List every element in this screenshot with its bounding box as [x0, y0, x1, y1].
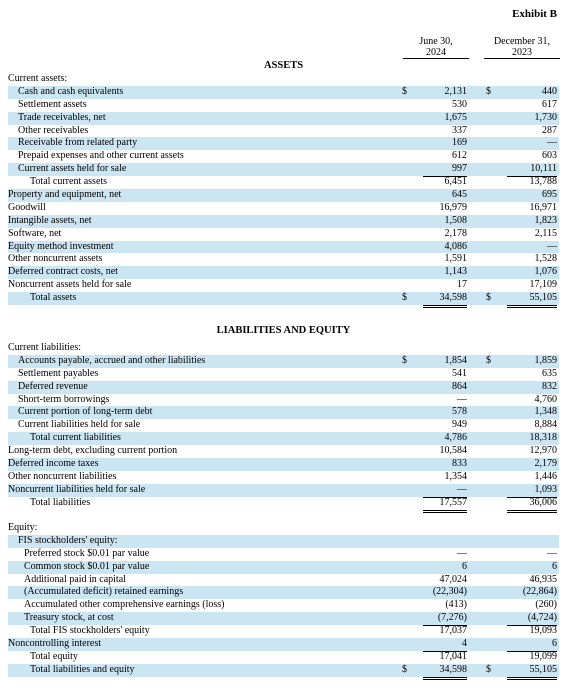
row-label: Common stock $0.01 par value — [24, 560, 150, 572]
table-row — [8, 664, 559, 677]
value-2023: 2,179 — [534, 458, 557, 470]
value-2024: 1,591 — [444, 253, 467, 265]
value-2023: 18,318 — [529, 432, 557, 444]
value-2024: 612 — [452, 150, 467, 162]
table-row — [8, 484, 559, 497]
value-2024: 6,451 — [444, 176, 467, 188]
value-2023: 617 — [542, 98, 557, 110]
value-2024: 169 — [452, 137, 467, 149]
row-label: Settlement assets — [18, 98, 87, 110]
row-label: Current liabilities held for sale — [18, 419, 141, 431]
table-row — [8, 497, 559, 510]
table-row — [8, 625, 559, 638]
table-row — [8, 394, 559, 407]
row-label: Goodwill — [8, 201, 46, 213]
value-2023: — — [547, 547, 557, 559]
table-row — [8, 599, 559, 612]
row-label: Current assets: — [8, 73, 68, 84]
row-label: Other noncurrent assets — [8, 253, 103, 265]
value-2024: 10,584 — [439, 445, 467, 457]
row-label: Prepaid expenses and other current assets — [18, 150, 184, 162]
row-label: FIS stockholders' equity: — [18, 534, 118, 546]
row-label: Accounts payable, accrued and other liabilities — [18, 354, 206, 366]
value-2023: 10,111 — [507, 163, 557, 177]
value-2024: (7,276) — [423, 612, 467, 626]
row-label: Software, net — [8, 227, 62, 239]
row-label: Additional paid in capital — [24, 573, 126, 585]
value-2023: 16,971 — [529, 201, 557, 213]
value-2024: — — [457, 393, 467, 405]
value-2023: 1,093 — [507, 484, 557, 498]
row-label: Total liabilities — [30, 496, 91, 508]
value-2023: 2,115 — [534, 227, 557, 239]
table-row — [8, 266, 559, 279]
equity-table — [8, 522, 559, 677]
value-2024: 949 — [423, 419, 467, 433]
value-2024: 34,598 — [423, 664, 467, 680]
table-row — [8, 342, 559, 355]
value-2023: 46,935 — [529, 573, 557, 585]
table-row — [8, 548, 559, 561]
value-2024: 34,598 — [423, 292, 467, 308]
currency-symbol: $ — [486, 354, 491, 366]
table-row — [8, 535, 559, 548]
value-2023: 1,076 — [534, 266, 557, 278]
value-2023: 13,788 — [529, 176, 557, 188]
row-label: Deferred revenue — [18, 380, 88, 392]
value-2024: 17 — [423, 279, 467, 293]
row-label: Noncurrent liabilities held for sale — [8, 483, 146, 495]
value-2023: 55,105 — [507, 292, 557, 308]
table-row — [8, 458, 559, 471]
table-row — [8, 612, 559, 625]
value-2023: 12,970 — [529, 445, 557, 457]
value-2023: (4,724) — [507, 612, 557, 626]
value-2024: — — [457, 547, 467, 559]
currency-symbol: $ — [402, 354, 407, 366]
value-2024: 17,041 — [439, 650, 467, 662]
table-row — [8, 574, 559, 587]
row-label: Other noncurrent liabilities — [8, 470, 117, 482]
value-2023: 19,099 — [529, 650, 557, 662]
row-label: Equity method investment — [8, 240, 114, 252]
column-header-line1: December 31, — [493, 36, 551, 47]
table-row — [8, 368, 559, 381]
table-row — [8, 471, 559, 484]
table-row — [8, 253, 559, 266]
value-2023: 1,730 — [534, 111, 557, 123]
value-2024: 1,508 — [444, 214, 467, 226]
table-row — [8, 228, 559, 241]
column-header-line2: 2023 — [484, 47, 560, 59]
column-header-line2: 2024 — [403, 47, 469, 59]
row-label: Total assets — [30, 292, 77, 304]
value-2024: 833 — [452, 458, 467, 470]
value-2024: 997 — [423, 163, 467, 177]
value-2023: 1,446 — [534, 470, 557, 482]
table-row — [8, 522, 559, 535]
row-label: Noncurrent assets held for sale — [8, 279, 132, 291]
assets-table — [8, 73, 559, 305]
row-label: Accumulated other comprehensive earnings (loss) — [24, 599, 225, 611]
row-label: Current assets held for sale — [18, 163, 127, 175]
row-label: Total current assets — [30, 176, 108, 188]
row-label: Trade receivables, net — [18, 111, 106, 123]
row-label: Total equity — [30, 650, 78, 662]
value-2023: 1,528 — [534, 253, 557, 265]
value-2024: 2,131 — [444, 85, 467, 97]
value-2024: 2,178 — [444, 227, 467, 239]
value-2024: 1,143 — [444, 266, 467, 278]
table-row — [8, 279, 559, 292]
value-2023: 8,884 — [507, 419, 557, 433]
table-row — [8, 215, 559, 228]
exhibit-label: Exhibit B — [512, 8, 557, 20]
value-2023: — — [547, 137, 557, 149]
table-row — [8, 638, 559, 651]
value-2023: 36,006 — [507, 497, 557, 513]
table-row — [8, 176, 559, 189]
value-2023: 6 — [552, 560, 557, 572]
value-2024: — — [423, 484, 467, 498]
value-2024: 6 — [462, 560, 467, 572]
table-row — [8, 292, 559, 305]
table-row — [8, 86, 559, 99]
row-label: Settlement payables — [18, 367, 99, 379]
value-2023: 17,109 — [507, 279, 557, 293]
row-label: Noncontrolling interest — [8, 638, 102, 650]
value-2024: 337 — [452, 124, 467, 136]
value-2024: 17,557 — [423, 497, 467, 513]
row-label: Treasury stock, at cost — [24, 612, 114, 624]
table-row — [8, 651, 559, 664]
row-label: Preferred stock $0.01 par value — [24, 547, 150, 559]
row-label: Receivable from related party — [18, 137, 138, 149]
value-2023: 603 — [542, 150, 557, 162]
value-2023: 1,348 — [534, 406, 557, 418]
value-2024: 578 — [452, 406, 467, 418]
currency-symbol: $ — [486, 292, 491, 304]
value-2023: 695 — [542, 189, 557, 201]
value-2023: 440 — [542, 85, 557, 97]
row-label: Deferred income taxes — [8, 458, 99, 470]
liabilities-equity-header: LIABILITIES AND EQUITY — [216, 325, 351, 336]
value-2023: 287 — [542, 124, 557, 136]
table-row — [8, 381, 559, 394]
value-2023: (22,864) — [522, 586, 557, 598]
value-2024: 645 — [452, 189, 467, 201]
table-row — [8, 202, 559, 215]
value-2024: (413) — [445, 599, 467, 611]
value-2024: 4,086 — [444, 240, 467, 252]
value-2023: — — [547, 240, 557, 252]
row-label: (Accumulated deficit) retained earnings — [24, 586, 184, 598]
row-label: Current liabilities: — [8, 342, 82, 353]
row-label: Property and equipment, net — [8, 189, 122, 201]
value-2023: 55,105 — [507, 664, 557, 680]
table-row — [8, 189, 559, 202]
table-row — [8, 586, 559, 599]
liabilities-table — [8, 342, 559, 510]
row-label: Total FIS stockholders' equity — [30, 625, 150, 637]
table-row — [8, 73, 559, 86]
table-row — [8, 112, 559, 125]
value-2024: 530 — [452, 98, 467, 110]
column-header-june-2024 — [403, 36, 469, 59]
table-row — [8, 406, 559, 419]
table-row — [8, 99, 559, 112]
table-row — [8, 419, 559, 432]
column-header-dec-2023 — [484, 36, 560, 59]
table-row — [8, 125, 559, 138]
row-label: Short-term borrowings — [18, 393, 110, 405]
value-2023: (260) — [535, 599, 557, 611]
value-2024: (22,304) — [432, 586, 467, 598]
value-2024: 16,979 — [439, 201, 467, 213]
value-2024: 17,037 — [439, 625, 467, 637]
value-2023: 635 — [542, 367, 557, 379]
row-label: Current portion of long-term debt — [18, 406, 153, 418]
value-2024: 4,786 — [444, 432, 467, 444]
currency-symbol: $ — [402, 663, 407, 675]
currency-symbol: $ — [486, 85, 491, 97]
value-2023: 6 — [507, 638, 557, 652]
currency-symbol: $ — [402, 85, 407, 97]
table-row — [8, 163, 559, 176]
currency-symbol: $ — [402, 292, 407, 304]
value-2023: 4,760 — [534, 393, 557, 405]
row-label: Deferred contract costs, net — [8, 266, 118, 278]
value-2023: 1,859 — [534, 354, 557, 366]
value-2024: 541 — [452, 367, 467, 379]
row-label: Total current liabilities — [30, 432, 121, 444]
currency-symbol: $ — [486, 663, 491, 675]
row-label: Other receivables — [18, 124, 89, 136]
value-2024: 1,854 — [444, 354, 467, 366]
value-2023: 1,823 — [534, 214, 557, 226]
value-2023: 19,093 — [529, 625, 557, 637]
value-2024: 47,024 — [439, 573, 467, 585]
assets-header: ASSETS — [263, 60, 304, 71]
table-row — [8, 241, 559, 254]
row-label: Total liabilities and equity — [30, 663, 135, 675]
row-label: Long-term debt, excluding current portion — [8, 445, 178, 457]
value-2024: 1,675 — [444, 111, 467, 123]
table-row — [8, 445, 559, 458]
row-label: Intangible assets, net — [8, 214, 92, 226]
table-row — [8, 355, 559, 368]
value-2024: 864 — [452, 380, 467, 392]
row-label: Equity: — [8, 522, 38, 533]
value-2024: 4 — [423, 638, 467, 652]
table-row — [8, 561, 559, 574]
table-row — [8, 150, 559, 163]
column-header-line1: June 30, — [419, 36, 453, 47]
value-2024: 1,354 — [444, 470, 467, 482]
table-row — [8, 432, 559, 445]
value-2023: 832 — [542, 380, 557, 392]
row-label: Cash and cash equivalents — [18, 85, 124, 97]
table-row — [8, 137, 559, 150]
